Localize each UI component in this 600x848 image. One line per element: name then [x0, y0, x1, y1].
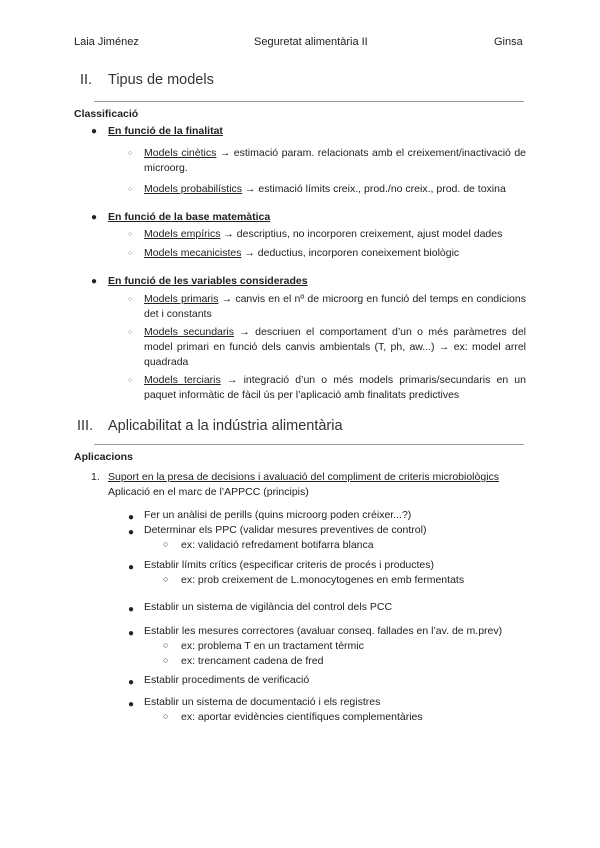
- list-item: Establir un sistema de vigilància del control dels PCC: [144, 601, 393, 613]
- section-3-title: Aplicabilitat a la indústria alimentària: [108, 418, 343, 434]
- list-item: ex: trencament cadena de fred: [181, 655, 324, 667]
- list-item: ex: prob creixement de L.monocytogenes en emb fermentats: [181, 574, 465, 586]
- circle-bullet-icon: ○: [128, 231, 133, 238]
- section-2-subheading: Classificació: [74, 108, 139, 120]
- list-item: [144, 146, 526, 176]
- section-3-subheading: Aplicacions: [74, 451, 133, 463]
- item-desc: → canvis en el nº de microorg en funció del temps en condicions det i constants: [144, 293, 526, 320]
- list-item: ex: aportar evidències científiques complementàries: [181, 711, 423, 723]
- item-term: Models mecanicistes: [144, 247, 242, 259]
- section-3-heading: [77, 418, 537, 434]
- bullet-icon: ●: [128, 604, 135, 615]
- item-1-title: Suport en la presa de decisions i avaluació del compliment de criteris microbiològics: [108, 471, 500, 483]
- item-desc: → descriptius, no incorporen creixement, ajust model dades: [223, 228, 503, 240]
- circle-bullet-icon: ○: [163, 574, 169, 584]
- circle-bullet-icon: ○: [128, 250, 133, 257]
- circle-bullet-icon: ○: [128, 150, 133, 157]
- bullet-icon: ●: [128, 527, 135, 538]
- section-2-numeral: II.: [80, 72, 93, 88]
- list-item: Establir un sistema de documentació i els registres: [144, 696, 381, 708]
- item-desc: → integració d’un o més models primaris/secundaris en un paquet informàtic de fàcil ús per l’aplicació amb finalitats predictives: [144, 374, 526, 401]
- item-term: Models primaris: [144, 293, 219, 305]
- bullet-icon: ●: [128, 512, 135, 523]
- group-2-title: En funció de la base matemàtica: [108, 211, 271, 223]
- item-desc: → deductius, incorporen coneixement biològic: [244, 247, 460, 259]
- item-desc: → descriuen el comportament d’un o més paràmetres del model primari en funció dels canvis ambientals (T, ph, aw...) → ex: model arrel quadrada: [144, 326, 526, 368]
- circle-bullet-icon: ○: [128, 296, 133, 303]
- list-item: Establir procediments de verificació: [144, 674, 310, 686]
- item-number: 1.: [91, 471, 100, 483]
- circle-bullet-icon: ○: [163, 655, 169, 665]
- circle-bullet-icon: ○: [163, 711, 169, 721]
- circle-bullet-icon: ○: [163, 539, 169, 549]
- group-1-title: En funció de la finalitat: [108, 125, 223, 137]
- item-desc: → estimació param. relacionats amb el creixement/inactivació de microorg.: [144, 147, 527, 174]
- section-2-title: Tipus de models: [108, 72, 214, 88]
- list-item: [144, 325, 526, 370]
- bullet-icon: ●: [128, 699, 135, 710]
- list-item: Determinar els PPC (validar mesures preventives de control): [144, 524, 427, 536]
- list-item: Fer un anàlisi de perills (quins microorg poden créixer...?): [144, 509, 412, 521]
- list-item: [144, 227, 534, 242]
- group-3-title: En funció de les variables considerades: [108, 275, 308, 287]
- header-subject: Seguretat alimentària II: [254, 36, 368, 48]
- list-item: [144, 246, 534, 261]
- circle-bullet-icon: ○: [128, 377, 133, 384]
- item-term: Models probabilístics: [144, 183, 243, 195]
- section-2-rule: [94, 101, 524, 102]
- bullet-icon: ●: [128, 677, 135, 688]
- bullet-icon: ●: [128, 628, 135, 639]
- circle-bullet-icon: ○: [163, 640, 169, 650]
- bullet-icon: ●: [91, 276, 98, 287]
- item-term: Models secundaris: [144, 326, 234, 338]
- item-term: Models terciaris: [144, 374, 221, 386]
- section-3-rule: [94, 444, 524, 445]
- list-item: Establir les mesures correctores (avaluar conseq. fallades en l’av. de m.prev): [144, 625, 503, 637]
- circle-bullet-icon: ○: [128, 329, 133, 336]
- item-term: Models cinètics: [144, 147, 217, 159]
- section-2-heading: [80, 72, 480, 88]
- bullet-icon: ●: [91, 212, 98, 223]
- list-item: [144, 292, 526, 322]
- item-desc: → estimació límits creix., prod./no creix., prod. de toxina: [244, 183, 506, 195]
- bullet-icon: ●: [128, 562, 135, 573]
- list-item: [144, 373, 526, 403]
- bullet-icon: ●: [91, 126, 98, 137]
- header-school: Ginsa: [494, 36, 523, 48]
- item-term: Models empírics: [144, 228, 221, 240]
- list-item: Establir límits crítics (especificar criteris de procés i productes): [144, 559, 434, 571]
- list-item: ex: validació refredament botifarra blanca: [181, 539, 374, 551]
- item-1-subtitle: Aplicació en el marc de l’APPCC (principis): [108, 486, 309, 498]
- list-item: ex: problema T en un tractament tèrmic: [181, 640, 364, 652]
- list-item: [144, 182, 534, 197]
- header-author: Laia Jiménez: [74, 36, 139, 48]
- circle-bullet-icon: ○: [128, 186, 133, 193]
- section-3-numeral: III.: [77, 418, 94, 434]
